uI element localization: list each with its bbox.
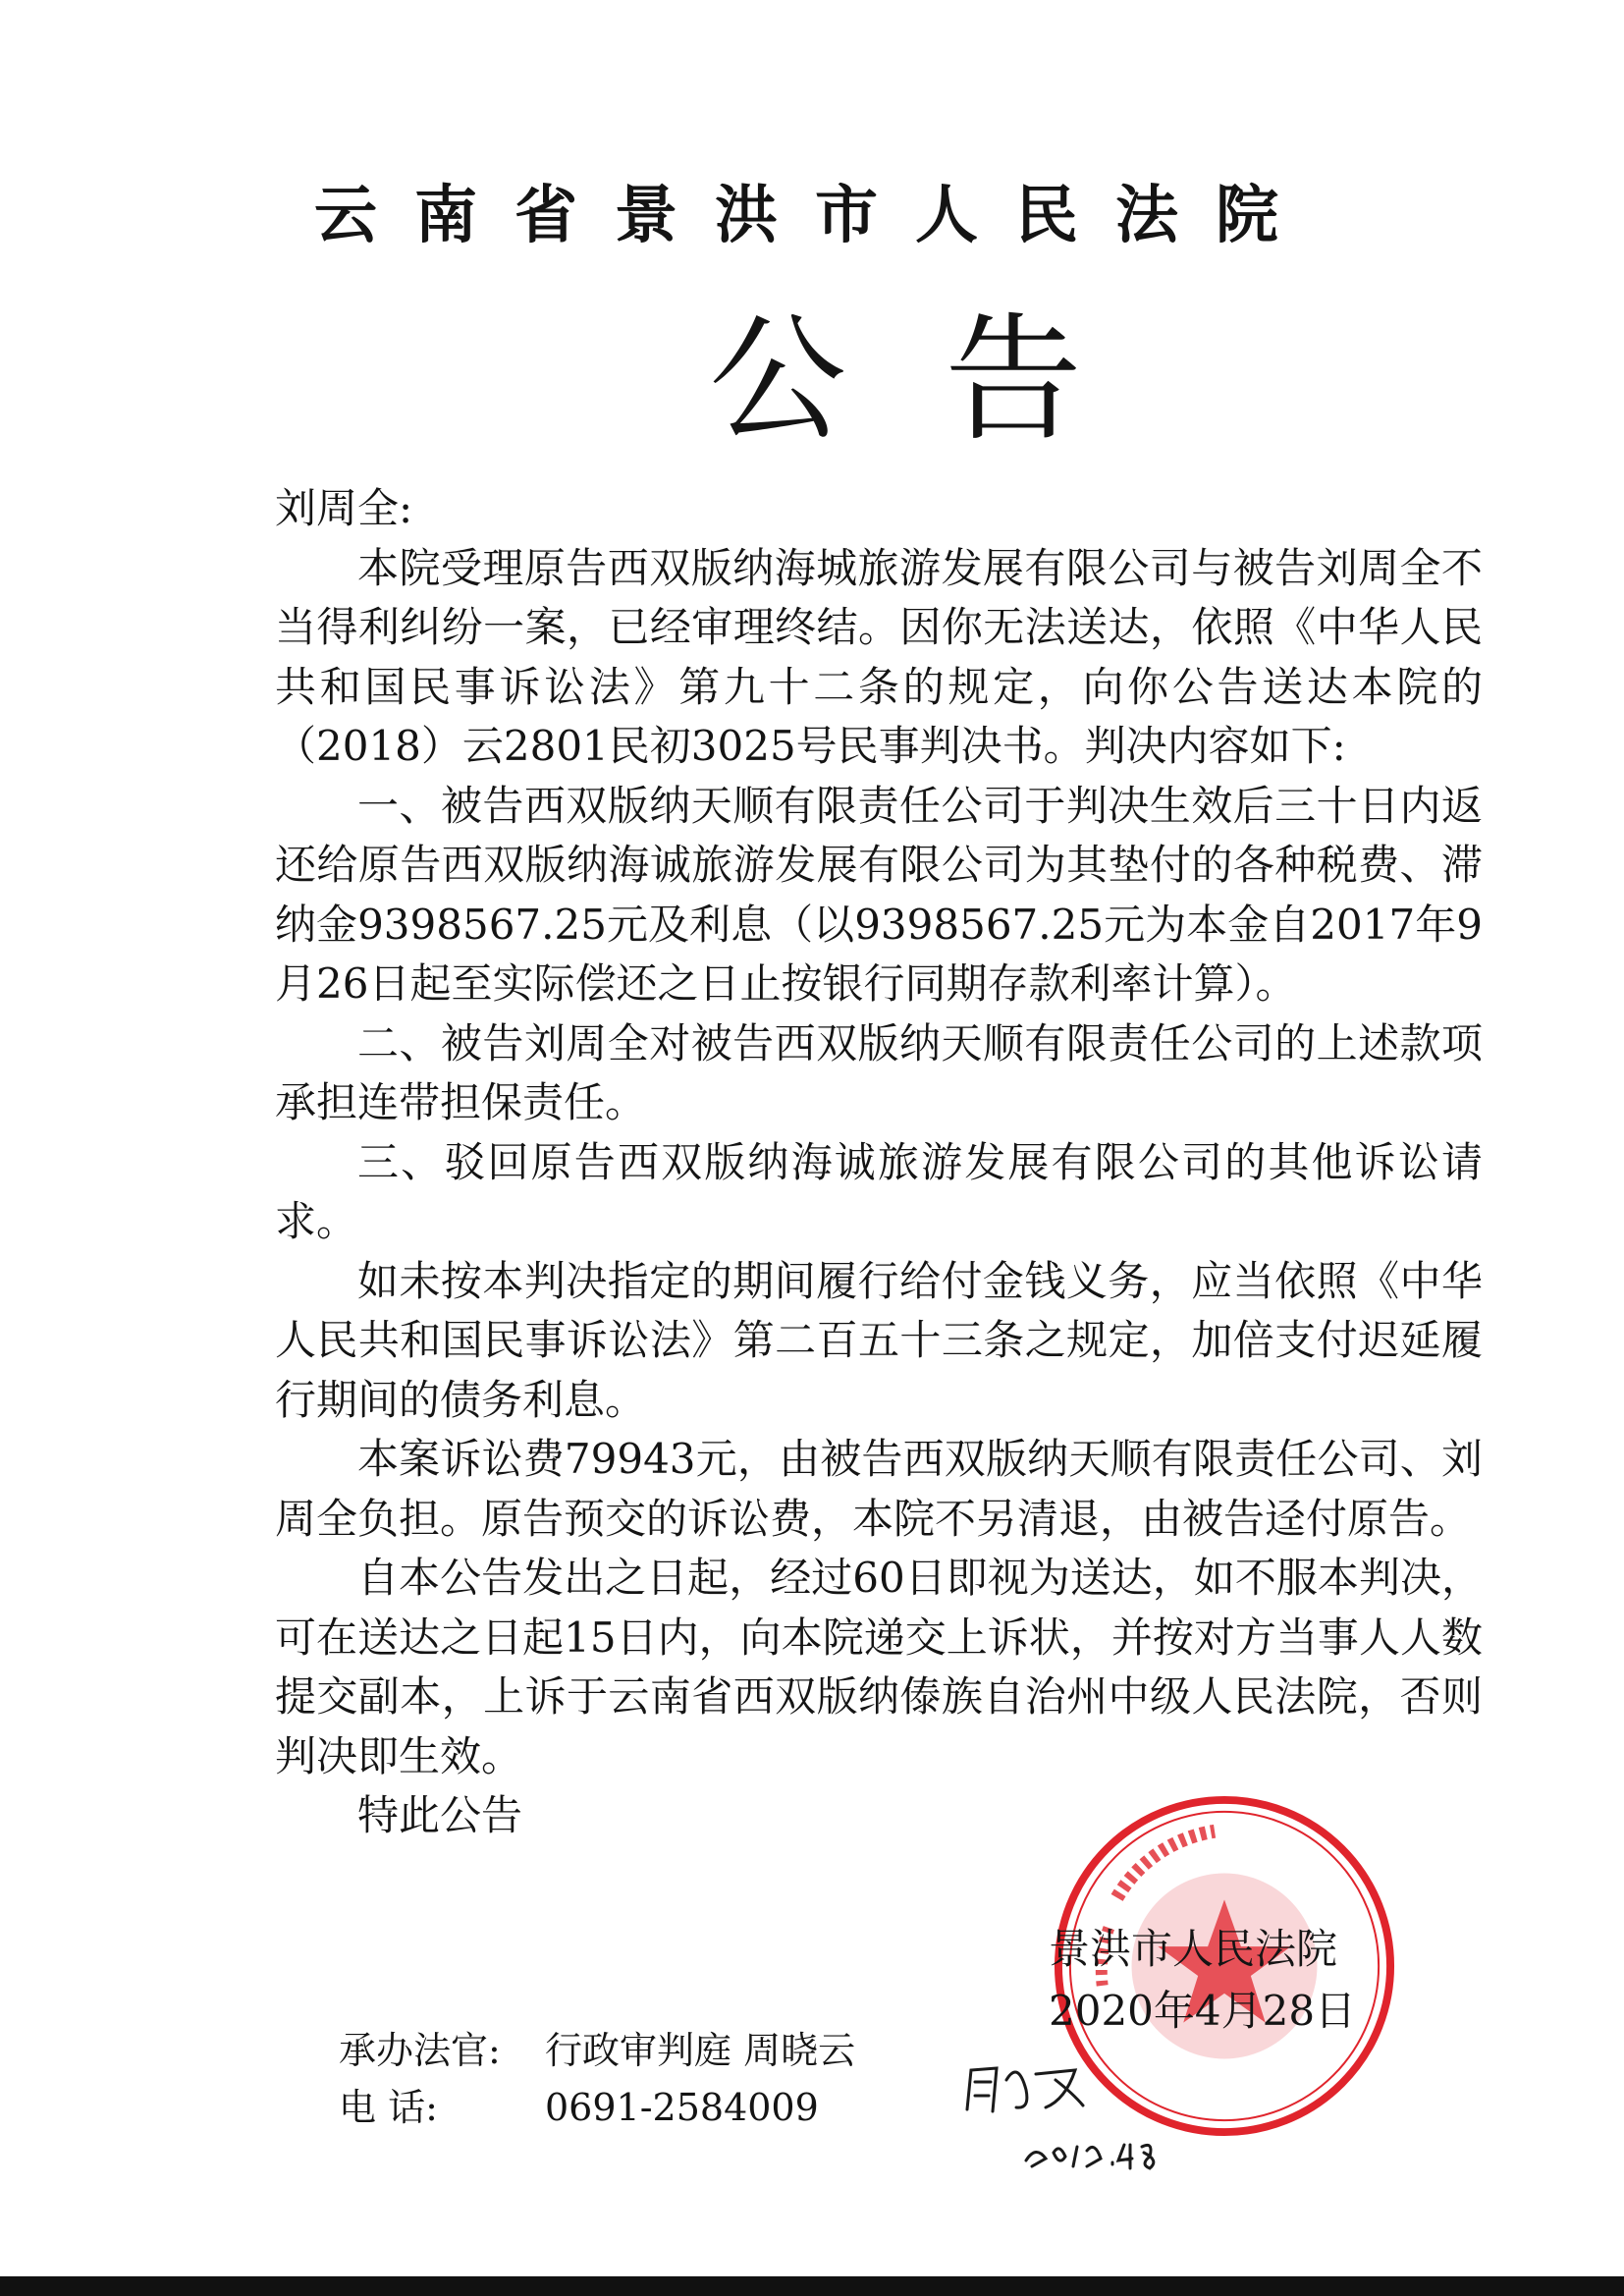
addressee: 刘周全:: [275, 484, 413, 532]
phone-label: 电 话:: [339, 2086, 438, 2129]
phone-row: [339, 2077, 819, 2131]
paragraph-judgment-2: 二、被告刘周全对被告西双版纳天顺有限责任公司的上述款项承担连带担保责任。: [275, 1018, 1483, 1126]
judge-value: 行政审判庭 周晓云: [545, 2029, 856, 2072]
paragraph-judgment-1: 一、被告西双版纳天顺有限责任公司于判决生效后三十日内返还给原告西双版纳海诚旅游发展有限公司为其垫付的各种税费、滞纳金9398567.25元及利息（以9398567.25元为本金自2017年9月26日起至实际偿还之日止按银行同期存款利率计算）。: [275, 781, 1483, 1008]
judge-row: [339, 2020, 855, 2074]
paragraph-judgment-3: 三、驳回原告西双版纳海诚旅游发展有限公司的其他诉讼请求。: [275, 1137, 1483, 1245]
phone-value: 0691-2584009: [545, 2086, 819, 2129]
handwritten-signature: [957, 2050, 1203, 2178]
paragraph-intro: 本院受理原告西双版纳海城旅游发展有限公司与被告刘周全不当得利纠纷一案，已经审理终结。因你无法送达，依照《中华人民共和国民事诉讼法》第九十二条的规定，向你公告送达本院的（2018）云2801民初3025号民事判决书。判决内容如下:: [275, 543, 1483, 770]
judge-label: 承办法官:: [339, 2029, 501, 2072]
notice-body: [275, 479, 1483, 1846]
closing-line: 特此公告: [357, 1791, 523, 1839]
signing-date: 2020年4月28日: [1049, 1987, 1357, 2035]
court-name-heading: 云南省景洪市人民法院: [314, 179, 1316, 252]
scan-border: [0, 2276, 1624, 2296]
signing-court: 景洪市人民法院: [1049, 1925, 1338, 1973]
paragraph-late-payment: 如未按本判决指定的期间履行给付金钱义务，应当依照《中华人民共和国民事诉讼法》第二百五十三条之规定，加倍支付迟延履行期间的债务利息。: [275, 1256, 1483, 1424]
paragraph-service-appeal: 自本公告发出之日起，经过60日即视为送达，如不服本判决，可在送达之日起15日内，向本院递交上诉状，并按对方当事人人数提交副本，上诉于云南省西双版纳傣族自治州中级人民法院，否则判决即生效。: [275, 1554, 1483, 1780]
paragraph-court-fee: 本案诉讼费79943元，由被告西双版纳天顺有限责任公司、刘周全负担。原告预交的诉讼费，本院不另清退，由被告迳付原告。: [275, 1435, 1483, 1543]
notice-title: 公告: [709, 301, 1181, 461]
